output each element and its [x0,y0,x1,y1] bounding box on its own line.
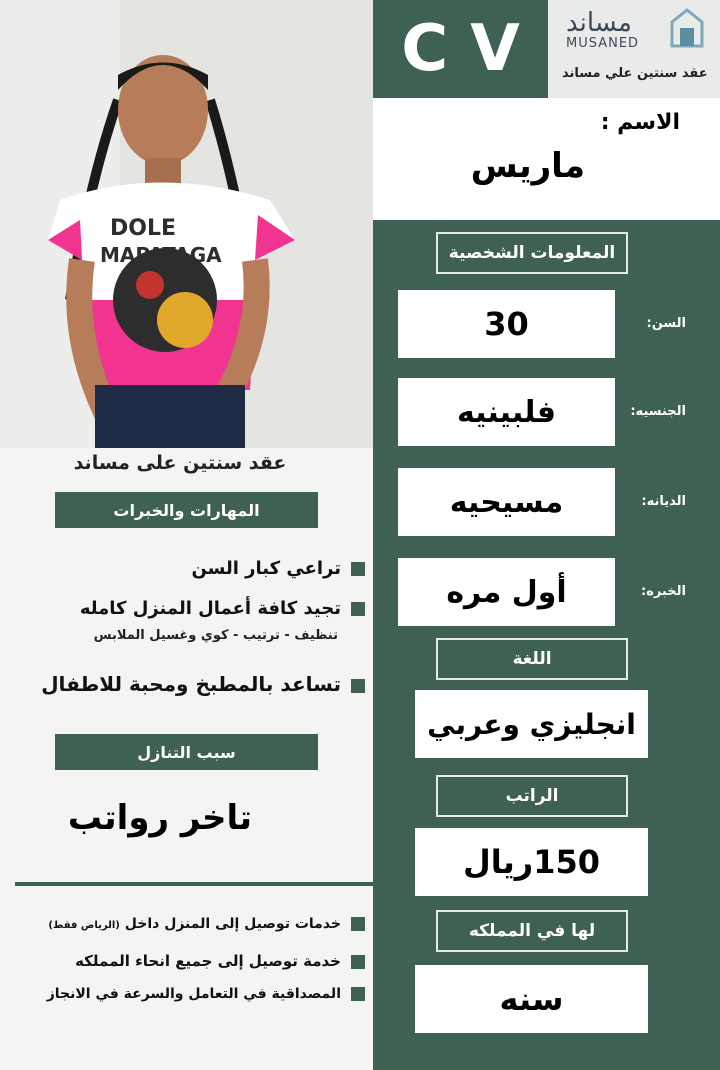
skill-text: تجيد كافة أعمال المنزل كامله [79,598,341,619]
skill-item [10,672,365,696]
svg-text:DOLE: DOLE [110,216,177,241]
service-item [10,952,365,970]
skill-item [20,558,365,579]
name-value: ماريس [470,146,585,186]
religion-value: مسيحيه [398,468,615,536]
person-image [0,0,373,448]
logo-english: MUSANED [566,36,640,51]
bullet-square-icon [351,955,365,969]
skill-subtext: تنظيف - ترتيب - كوي وغسيل الملابس [93,628,338,643]
skill-text: تراعي كبار السن [191,558,341,579]
svg-text:MAPATAGA: MAPATAGA [100,243,222,267]
service-text: خدمة توصيل إلى جميع انحاء المملكه [75,952,341,970]
in-kingdom-value: سنه [415,965,648,1033]
house-logo-icon [670,8,704,48]
age-label: السن: [646,316,686,331]
name-label: الاسم : [600,110,680,135]
musaned-logo [548,0,720,98]
cv-title: CV [373,0,548,98]
nationality-label: الجنسيه: [630,404,686,419]
service-text: خدمات توصيل إلى المنزل داخل [124,916,341,932]
language-header: اللغة [436,638,628,680]
reason-header: سبب التنازل [55,734,318,770]
bullet-square-icon [351,602,365,616]
in-kingdom-header: لها في المملكه [436,910,628,952]
skill-item [20,598,365,619]
salary-header: الراتب [436,775,628,817]
personal-info-header: المعلومات الشخصية [436,232,628,274]
bullet-square-icon [351,562,365,576]
bullet-square-icon [351,679,365,693]
logo-tagline: عقد سنتين علي مساند [562,66,708,81]
bullet-square-icon [351,987,365,1001]
candidate-photo [0,0,373,448]
nationality-value: فلبينيه [398,378,615,446]
logo-arabic: مساند [566,8,632,38]
age-value: 30 [398,290,615,358]
bullet-square-icon [351,917,365,931]
salary-value: 150ريال [415,828,648,896]
contract-text: عقد سنتين على مساند [73,452,287,474]
name-section [373,98,720,220]
language-value: انجليزي وعربي [415,690,648,758]
service-item [10,986,365,1002]
skill-text: تساعد بالمطبخ ومحبة للاطفال [41,672,341,696]
experience-label: الخبره: [641,584,686,599]
reason-value: تاخر رواتب [67,798,253,838]
divider [15,882,373,886]
service-note: (الرياض فقط) [48,920,120,931]
religion-label: الديانه: [641,494,686,509]
experience-value: أول مره [398,558,615,626]
skills-header: المهارات والخبرات [55,492,318,528]
service-text: المصداقية في التعامل والسرعة في الانجاز [46,986,341,1002]
service-item [10,916,365,932]
